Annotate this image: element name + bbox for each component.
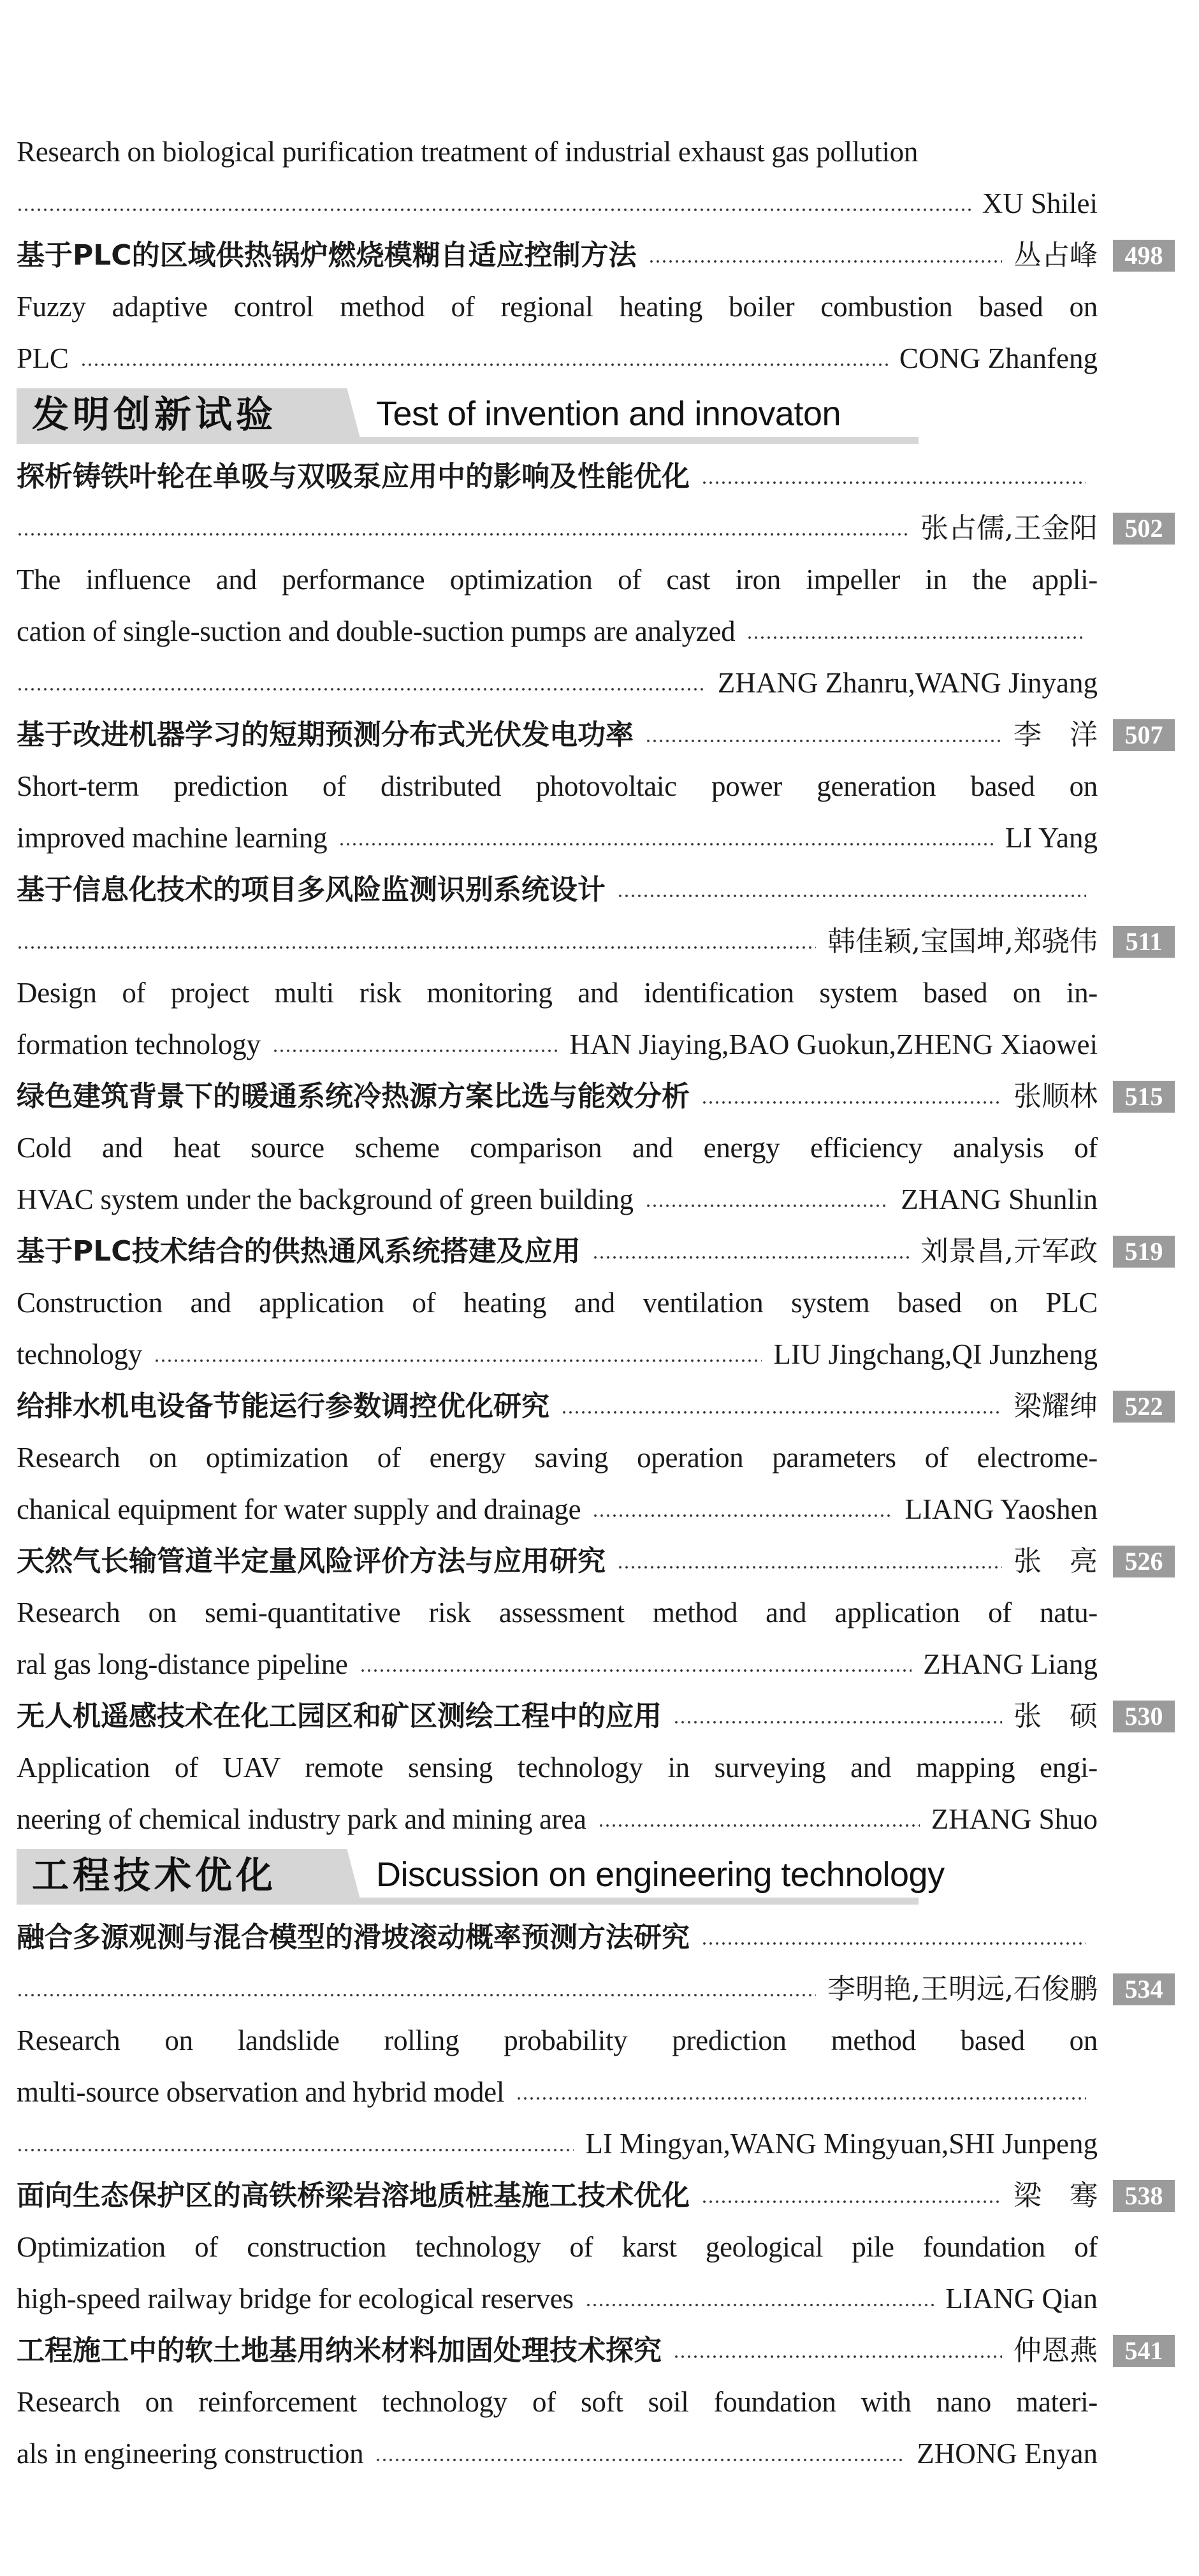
article-author: LI Yang xyxy=(1005,822,1098,854)
article-title-en: Design of project multi risk monitoring and identification system based on in- xyxy=(17,977,1098,1009)
article-author: 梁 骞 xyxy=(1014,2179,1098,2212)
dot-leader xyxy=(645,1203,889,1209)
article-author: ZHANG Shuo xyxy=(931,1803,1098,1835)
dot-leader xyxy=(701,1940,1086,1947)
article-author: 张顺林 xyxy=(1014,1080,1098,1113)
dot-leader xyxy=(17,531,909,538)
toc-entry-line[interactable] xyxy=(0,1071,1199,1122)
article-title-en: improved machine learning xyxy=(17,822,328,854)
article-author: ZHANG Zhanru,WANG Jinyang xyxy=(717,667,1098,699)
article-title-zh: 基于PLC的区域供热锅炉燃烧模糊自适应控制方法 xyxy=(17,239,637,272)
article-author: XU Shilei xyxy=(982,187,1098,219)
article-author: 丛占峰 xyxy=(1014,239,1098,272)
dot-leader xyxy=(154,1358,762,1364)
dot-leader xyxy=(645,738,1002,744)
page-number-badge[interactable]: 519 xyxy=(1113,1236,1175,1268)
article-title-en: als in engineering construction xyxy=(17,2438,364,2470)
dot-leader xyxy=(17,207,971,213)
toc-entry-line xyxy=(0,2067,1199,2118)
toc-entry-line xyxy=(0,178,1199,230)
page-number-badge[interactable]: 538 xyxy=(1113,2180,1175,2212)
toc-entry-line xyxy=(0,1122,1199,1174)
article-title-en: cation of single-suction and double-suction pumps are analyzed xyxy=(17,615,736,647)
article-author: 梁耀绅 xyxy=(1014,1390,1098,1423)
dot-leader xyxy=(617,1564,1002,1570)
toc-entry-line xyxy=(0,2376,1199,2428)
dot-leader xyxy=(585,2302,934,2308)
article-title-en: chanical equipment for water supply and drainage xyxy=(17,1493,581,1525)
article-title-zh: 工程施工中的软土地基用纳米材料加固处理技术探究 xyxy=(17,2334,662,2367)
section-title-zh: 发明创新试验 xyxy=(32,393,277,436)
dot-leader xyxy=(673,2353,1002,2360)
article-title-zh: 给排水机电设备节能运行参数调控优化研究 xyxy=(17,1390,549,1423)
article-title-en: Fuzzy adaptive control method of regional heating boiler combustion based on xyxy=(17,291,1098,323)
article-title-en: Construction and application of heating and ventilation system based on PLC xyxy=(17,1287,1098,1319)
page-number-badge[interactable]: 515 xyxy=(1113,1081,1175,1113)
dot-leader xyxy=(648,258,1002,265)
article-author: 韩佳颖,宝国坤,郑骁伟 xyxy=(827,925,1098,958)
article-title-en: Cold and heat source scheme comparison and energy efficiency analysis of xyxy=(17,1132,1098,1164)
dot-leader xyxy=(375,2457,905,2463)
toc-entry-line xyxy=(0,1742,1199,1794)
article-title-en: formation technology xyxy=(17,1028,261,1060)
toc-entry-line xyxy=(0,1432,1199,1484)
page-number-badge[interactable]: 498 xyxy=(1113,240,1175,272)
article-title-en: Short-term prediction of distributed photovoltaic power generation based on xyxy=(17,770,1098,802)
toc-entry-line xyxy=(0,1019,1199,1071)
article-author: CONG Zhanfeng xyxy=(899,342,1098,374)
page-number-badge[interactable]: 511 xyxy=(1113,926,1175,958)
section-title-zh: 工程技术优化 xyxy=(32,1854,277,1897)
page-number-badge[interactable]: 541 xyxy=(1113,2335,1175,2367)
article-title-zh: 无人机遥感技术在化工园区和矿区测绘工程中的应用 xyxy=(17,1700,662,1732)
toc-entry-line xyxy=(0,657,1199,709)
toc-entry-line xyxy=(0,2118,1199,2170)
toc-entry-line[interactable] xyxy=(0,2170,1199,2221)
article-title-en: technology xyxy=(17,1338,142,1370)
article-title-zh: 面向生态保护区的高铁桥梁岩溶地质桩基施工技术优化 xyxy=(17,2179,690,2212)
article-author: LIANG Qian xyxy=(945,2283,1098,2315)
article-author: ZHANG Liang xyxy=(923,1648,1098,1680)
toc-entry-line xyxy=(0,126,1199,178)
toc-entry-line xyxy=(0,554,1199,606)
article-author: 张占儒,王金阳 xyxy=(920,512,1098,545)
toc-entry-line xyxy=(0,451,1199,502)
toc-entry-line xyxy=(0,2428,1199,2480)
article-author: LIU Jingchang,QI Junzheng xyxy=(773,1338,1098,1370)
toc-entry-line[interactable] xyxy=(0,1226,1199,1277)
article-title-zh: 天然气长输管道半定量风险评价方法与应用研究 xyxy=(17,1545,606,1577)
dot-leader xyxy=(701,2199,1002,2205)
toc-entry-line xyxy=(0,281,1199,333)
article-author: 刘景昌,亓军政 xyxy=(920,1235,1098,1268)
article-title-en: Optimization of construction technology of karst geological pile foundation of xyxy=(17,2231,1098,2263)
dot-leader xyxy=(17,2147,574,2153)
article-title-zh: 绿色建筑背景下的暖通系统冷热源方案比选与能效分析 xyxy=(17,1080,690,1113)
dot-leader xyxy=(80,362,888,368)
toc-entry-line[interactable] xyxy=(0,2325,1199,2376)
article-author: ZHANG Shunlin xyxy=(901,1183,1098,1215)
toc-entry-line xyxy=(0,606,1199,657)
article-title-en: PLC xyxy=(17,342,69,374)
article-title-zh: 探析铸铁叶轮在单吸与双吸泵应用中的影响及性能优化 xyxy=(17,460,690,493)
dot-leader xyxy=(516,2095,1086,2102)
dot-leader xyxy=(338,841,994,847)
article-title-en: Research on biological purification treatment of industrial exhaust gas pollution xyxy=(17,136,919,168)
article-title-zh: 基于PLC技术结合的供热通风系统搭建及应用 xyxy=(17,1235,581,1268)
article-title-en: Research on optimization of energy saving operation parameters of electrome- xyxy=(17,1442,1098,1474)
dot-leader xyxy=(617,893,1086,899)
toc-entry-line xyxy=(0,1174,1199,1226)
toc-entry-line xyxy=(0,1912,1199,1963)
dot-leader xyxy=(673,1719,1002,1725)
article-title-en: ral gas long-distance pipeline xyxy=(17,1648,348,1680)
dot-leader xyxy=(592,1512,893,1519)
article-title-zh: 融合多源观测与混合模型的滑坡滚动概率预测方法研究 xyxy=(17,1921,690,1954)
toc-entry-line[interactable] xyxy=(0,1535,1199,1587)
page-number-badge[interactable]: 522 xyxy=(1113,1391,1175,1423)
dot-leader xyxy=(17,1992,816,1998)
toc-entry-line[interactable] xyxy=(0,230,1199,281)
article-author: 张 硕 xyxy=(1014,1700,1098,1732)
page-number-badge[interactable]: 502 xyxy=(1113,513,1175,545)
article-title-zh: 基于信息化技术的项目多风险监测识别系统设计 xyxy=(17,874,606,906)
toc-entry-line xyxy=(0,2273,1199,2325)
article-title-en: HVAC system under the background of green building xyxy=(17,1183,634,1215)
dot-leader xyxy=(592,1254,909,1261)
toc-entry-line xyxy=(0,1587,1199,1639)
article-author: 李明艳,王明远,石俊鹏 xyxy=(827,1973,1098,2005)
table-of-contents xyxy=(0,126,1199,2480)
article-author: 李 洋 xyxy=(1014,719,1098,751)
dot-leader xyxy=(17,686,706,692)
toc-entry-line[interactable] xyxy=(0,1380,1199,1432)
article-title-en: Research on landslide rolling probability prediction method based on xyxy=(17,2024,1098,2056)
toc-entry-line xyxy=(0,1277,1199,1329)
article-title-en: Application of UAV remote sensing technology in surveying and mapping engi- xyxy=(17,1752,1098,1783)
toc-entry-line[interactable] xyxy=(0,916,1199,967)
section-header xyxy=(0,384,1199,448)
article-author: 仲恩燕 xyxy=(1014,2334,1098,2367)
toc-entry-line xyxy=(0,2221,1199,2273)
toc-entry-line[interactable] xyxy=(0,1690,1199,1742)
dot-leader xyxy=(360,1667,912,1674)
page-number-badge[interactable]: 507 xyxy=(1113,719,1175,751)
toc-entry-line xyxy=(0,1484,1199,1535)
section-title-en: Test of invention and innovaton xyxy=(376,395,841,433)
toc-entry-line xyxy=(0,1639,1199,1690)
article-title-en: high-speed railway bridge for ecological reserves xyxy=(17,2283,574,2315)
article-author: LI Mingyan,WANG Mingyuan,SHI Junpeng xyxy=(585,2128,1098,2160)
article-author: ZHONG Enyan xyxy=(917,2438,1098,2470)
toc-entry-line xyxy=(0,333,1199,384)
page-number-badge[interactable]: 530 xyxy=(1113,1701,1175,1732)
dot-leader xyxy=(701,1099,1002,1106)
article-title-en: Research on reinforcement technology of soft soil foundation with nano materi- xyxy=(17,2386,1098,2418)
dot-leader xyxy=(701,479,1086,486)
dot-leader xyxy=(561,1409,1002,1416)
article-author: HAN Jiaying,BAO Guokun,ZHENG Xiaowei xyxy=(569,1028,1098,1060)
toc-entry-line xyxy=(0,967,1199,1019)
article-title-en: multi-source observation and hybrid model xyxy=(17,2076,505,2108)
section-title-en: Discussion on engineering technology xyxy=(376,1855,945,1894)
article-title-zh: 基于改进机器学习的短期预测分布式光伏发电功率 xyxy=(17,719,634,751)
toc-entry-line xyxy=(0,1794,1199,1845)
toc-entry-line xyxy=(0,1329,1199,1380)
dot-leader xyxy=(746,634,1086,641)
toc-entry-line xyxy=(0,2015,1199,2067)
dot-leader xyxy=(17,944,816,951)
toc-entry-line xyxy=(0,864,1199,916)
page-number-badge[interactable]: 526 xyxy=(1113,1546,1175,1577)
article-title-en: Research on semi-quantitative risk assessment method and application of natu- xyxy=(17,1597,1098,1628)
toc-entry-line[interactable] xyxy=(0,709,1199,761)
article-title-en: The influence and performance optimization of cast iron impeller in the appli- xyxy=(17,564,1098,596)
toc-entry-line[interactable] xyxy=(0,1963,1199,2015)
toc-entry-line[interactable] xyxy=(0,502,1199,554)
dot-leader xyxy=(272,1048,558,1054)
section-header xyxy=(0,1845,1199,1909)
toc-entry-line xyxy=(0,761,1199,812)
article-author: LIANG Yaoshen xyxy=(905,1493,1098,1525)
page-number-badge[interactable]: 534 xyxy=(1113,1973,1175,2005)
article-title-en: neering of chemical industry park and mining area xyxy=(17,1803,586,1835)
dot-leader xyxy=(598,1822,920,1829)
article-author: 张 亮 xyxy=(1014,1545,1098,1577)
toc-entry-line xyxy=(0,812,1199,864)
